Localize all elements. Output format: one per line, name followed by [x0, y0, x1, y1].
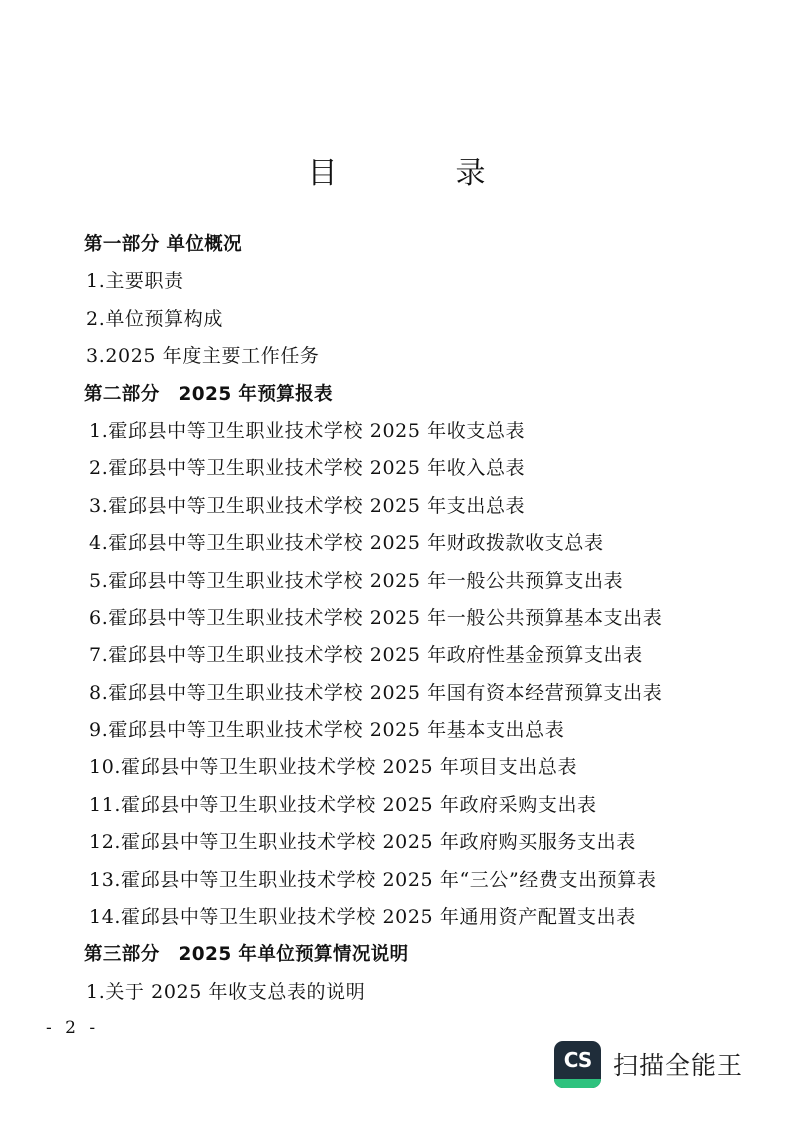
table-of-contents — [84, 226, 764, 1011]
logo-bar — [554, 1079, 601, 1088]
scanner-watermark — [554, 1040, 743, 1088]
toc-item: 13.霍邱县中等卫生职业技术学校 2025 年“三公”经费支出预算表 — [89, 868, 657, 891]
toc-item: 6.霍邱县中等卫生职业技术学校 2025 年一般公共预算基本支出表 — [89, 606, 663, 629]
toc-item: 9.霍邱县中等卫生职业技术学校 2025 年基本支出总表 — [89, 719, 565, 742]
logo-text: CS — [563, 1047, 592, 1072]
section-heading-part3: 第三部分 2025 年单位预算情况说明 — [84, 944, 409, 966]
page-number: - 2 - — [46, 1018, 100, 1038]
camscanner-logo-icon — [554, 1041, 601, 1088]
toc-item: 12.霍邱县中等卫生职业技术学校 2025 年政府购买服务支出表 — [89, 831, 636, 854]
toc-item: 8.霍邱县中等卫生职业技术学校 2025 年国有资本经营预算支出表 — [89, 681, 663, 704]
toc-item: 11.霍邱县中等卫生职业技术学校 2025 年政府采购支出表 — [89, 793, 597, 816]
toc-item: 10.霍邱县中等卫生职业技术学校 2025 年项目支出总表 — [89, 756, 578, 779]
toc-item: 14.霍邱县中等卫生职业技术学校 2025 年通用资产配置支出表 — [89, 906, 636, 929]
toc-item: 3.2025 年度主要工作任务 — [86, 345, 320, 368]
toc-item: 1.霍邱县中等卫生职业技术学校 2025 年收支总表 — [89, 419, 526, 442]
toc-item: 2.霍邱县中等卫生职业技术学校 2025 年收入总表 — [89, 457, 526, 480]
toc-item: 1.主要职责 — [86, 270, 184, 293]
toc-item: 2.单位预算构成 — [86, 307, 223, 330]
section-heading-part1: 第一部分 单位概况 — [84, 234, 243, 255]
toc-item: 3.霍邱县中等卫生职业技术学校 2025 年支出总表 — [89, 494, 526, 517]
watermark-text: 扫描全能王 — [613, 1051, 744, 1080]
page-title: 目 录 — [307, 156, 530, 191]
section-heading-part2: 第二部分 2025 年预算报表 — [84, 383, 333, 405]
toc-item: 7.霍邱县中等卫生职业技术学校 2025 年政府性基金预算支出表 — [89, 644, 643, 667]
toc-item: 1.关于 2025 年收支总表的说明 — [86, 980, 366, 1003]
toc-item: 4.霍邱县中等卫生职业技术学校 2025 年财政拨款收支总表 — [89, 532, 604, 555]
toc-item: 5.霍邱县中等卫生职业技术学校 2025 年一般公共预算支出表 — [89, 569, 624, 592]
